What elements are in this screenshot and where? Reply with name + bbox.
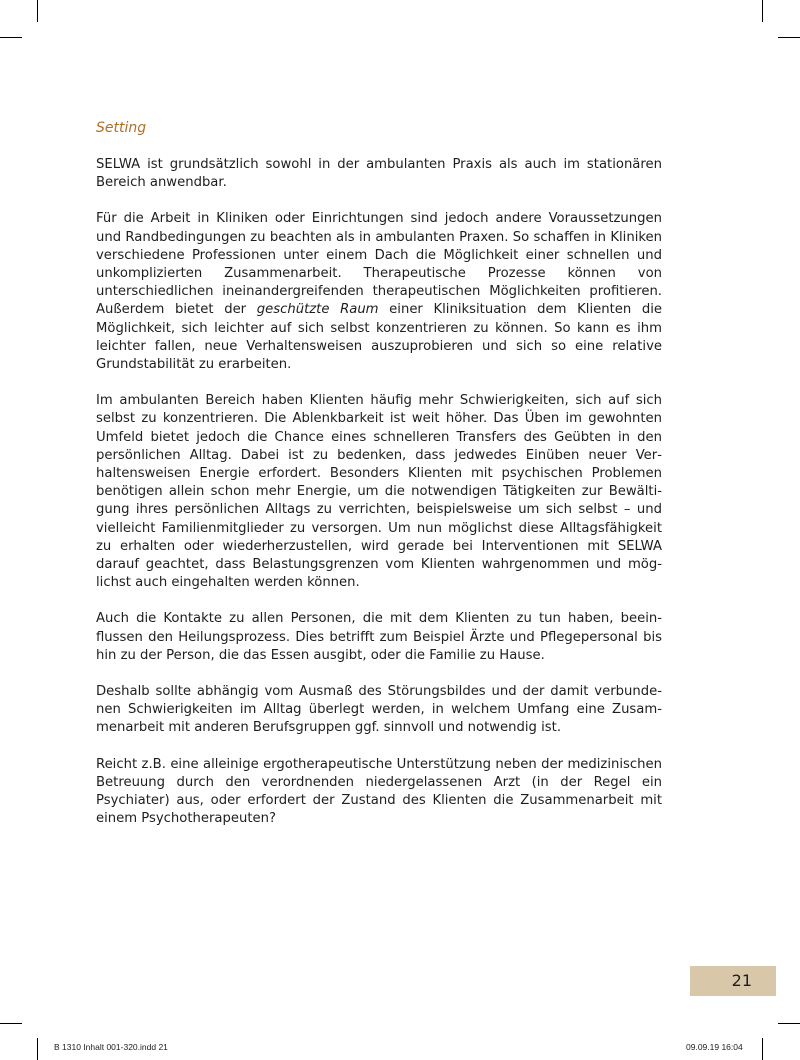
paragraph-text: Für die Arbeit in Kliniken oder Einrichtungen sind jedoch andere Voraussetzungen und Randbedingungen zu beachten als in ambulanten Praxen. So schaffen in Kliniken verschiedene Professionen unter einem Dach die Möglichkeit einer schnellen und unkomplizierten Zusammenarbeit. Therapeutische Prozesse können von unterschiedlichen ineinandergreifenden therapeutischen Möglichkeiten profitieren. Außerdem bietet der	[96, 211, 662, 318]
paragraph: Im ambulanten Bereich haben Klienten häufig mehr Schwierigkeiten, sich auf sich selbst zu konzentrieren. Die Ablenkbarkeit ist weit höher. Das Üben im gewohnten Umfeld bietet jedoch die Chance eines schnelleren Transfers des Geübten in den persönlichen Alltag. Dabei ist zu bedenken, dass jedwedes Einüben neuer Verhaltensweisen Energie erfordert. Besonders Klienten mit psychischen Problemen benötigen allein schon mehr Energie, um die notwendigen Tätigkeiten zur Bewältigung ihres persönlichen Alltags zu verrichten, beispielsweise um sich selbst – und vielleicht Familienmitglieder zu versorgen. Um nun möglichst diese Alltagsfähigkeit zu erhalten oder wiederherzustellen, wird gerade bei Interventionen mit SELWA darauf geachtet, dass Belastungsgrenzen vom Klienten wahrgenommen und möglichst auch eingehalten werden können.	[96, 393, 662, 591]
paragraph: Reicht z.B. eine alleinige ergotherapeutische Unterstützung neben der medizinischen Betreuung durch den verordnenden niedergelassenen Arzt (in der Regel ein Psychiater) aus, oder erfordert der Zustand des Klienten die Zusammenarbeit mit einem Psychotherapeuten?	[96, 756, 662, 827]
crop-mark-bottom-right	[762, 1038, 763, 1060]
crop-mark-bottom-left-h	[0, 1023, 22, 1024]
crop-mark-top-left	[37, 0, 38, 22]
paragraph: Auch die Kontakte zu allen Personen, die mit dem Klienten zu tun haben, beeinflussen den Heilungsprozess. Dies betrifft zum Beispiel Ärzte und Pflegepersonal bis hin zu der Person, die das Essen ausgibt, oder die Familie zu Hause.	[96, 611, 662, 663]
paragraph	[96, 210, 662, 374]
paragraph: Deshalb sollte abhängig vom Ausmaß des Störungsbildes und der damit verbundenen Schwierigkeiten im Alltag überlegt werden, in welchem Umfang eine Zusammenarbeit mit anderen Berufsgruppen ggf. sinnvoll und notwendig ist.	[96, 684, 662, 736]
crop-mark-bottom-right-h	[778, 1023, 800, 1024]
print-slug-file: B 1310 Inhalt 001-320.indd 21	[54, 1042, 168, 1052]
page-number: 21	[690, 966, 776, 996]
section-heading: Setting	[96, 120, 147, 136]
crop-mark-top-right	[762, 0, 763, 22]
paragraph-text: einer Kliniksituation dem Klienten die Möglichkeit, sich leichter auf sich selbst konzentrieren zu können. So kann es ihm leichter fallen, neue Verhaltensweisen auszuprobieren und sich so eine relative Grundstabilität zu erarbeiten.	[96, 302, 663, 373]
main-text-block	[96, 119, 662, 847]
paragraph: SELWA ist grundsätzlich sowohl in der ambulanten Praxis als auch im stationären Bereich anwendbar.	[96, 157, 662, 191]
print-slug-date: 09.09.19 16:04	[686, 1042, 743, 1052]
emphasis-text: geschützte Raum	[256, 302, 379, 318]
crop-mark-bottom-left	[37, 1038, 38, 1060]
crop-mark-top-right-h	[778, 37, 800, 38]
crop-mark-top-left-h	[0, 37, 22, 38]
